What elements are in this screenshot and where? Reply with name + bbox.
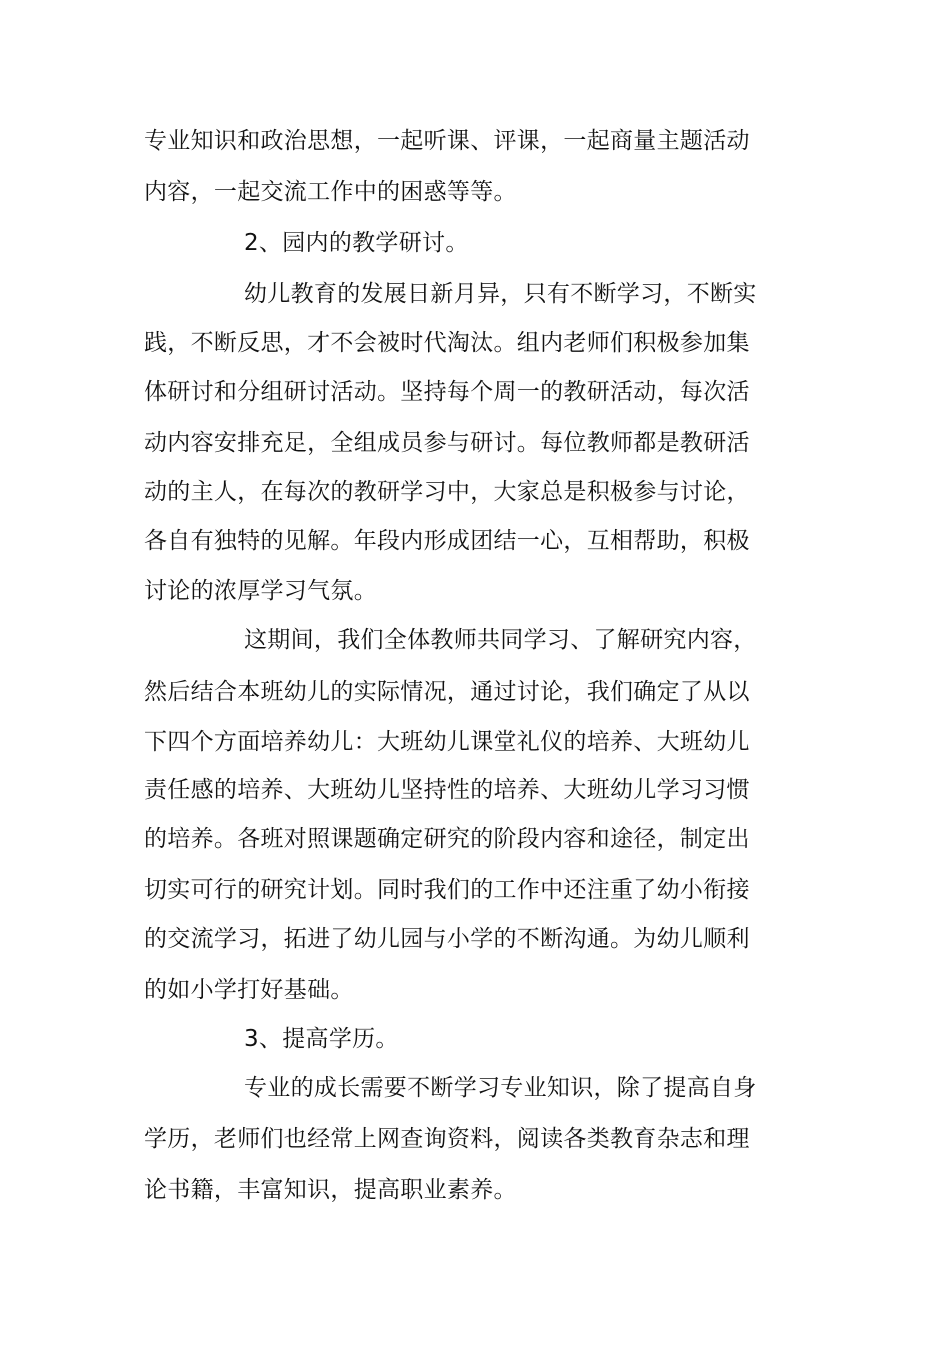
text-line: 动内容安排充足，全组成员参与研讨。每位教师都是教研活: [144, 430, 750, 456]
text-line: 学历，老师们也经常上网查询资料，阅读各类教育杂志和理: [144, 1126, 750, 1152]
text-line: 责任感的培养、大班幼儿坚持性的培养、大班幼儿学习习惯: [144, 777, 750, 803]
text-line: 下四个方面培养幼儿：大班幼儿课堂礼仪的培养、大班幼儿: [144, 729, 750, 755]
text-line: 内容，一起交流工作中的困惑等等。: [144, 179, 517, 205]
text-line: 论书籍，丰富知识，提高职业素养。: [144, 1177, 517, 1203]
text-line: 践，不断反思，才不会被时代淘汰。组内老师们积极参加集: [144, 330, 750, 356]
section-heading: 3、提高学历。: [244, 1026, 399, 1052]
paragraph-first-line: 专业的成长需要不断学习专业知识，除了提高自身: [244, 1075, 757, 1101]
text-line: 切实可行的研究计划。同时我们的工作中还注重了幼小衔接: [144, 877, 750, 903]
section-heading: 2、园内的教学研讨。: [244, 230, 469, 256]
text-line: 的培养。各班对照课题确定研究的阶段内容和途径，制定出: [144, 826, 750, 852]
paragraph-first-line: 幼儿教育的发展日新月异，只有不断学习，不断实: [244, 281, 757, 307]
text-line: 的如小学打好基础。: [144, 977, 354, 1003]
text-line: 专业知识和政治思想，一起听课、评课，一起商量主题活动: [144, 128, 750, 154]
text-line: 讨论的浓厚学习气氛。: [144, 578, 377, 604]
paragraph-first-line: 这期间，我们全体教师共同学习、了解研究内容，: [244, 627, 757, 653]
text-line: 动的主人，在每次的教研学习中，大家总是积极参与讨论，: [144, 479, 750, 505]
text-line: 体研讨和分组研讨活动。坚持每个周一的教研活动，每次活: [144, 379, 750, 405]
text-line: 然后结合本班幼儿的实际情况，通过讨论，我们确定了从以: [144, 679, 750, 705]
text-line: 各自有独特的见解。年段内形成团结一心，互相帮助，积极: [144, 528, 750, 554]
text-line: 的交流学习，拓进了幼儿园与小学的不断沟通。为幼儿顺利: [144, 926, 750, 952]
